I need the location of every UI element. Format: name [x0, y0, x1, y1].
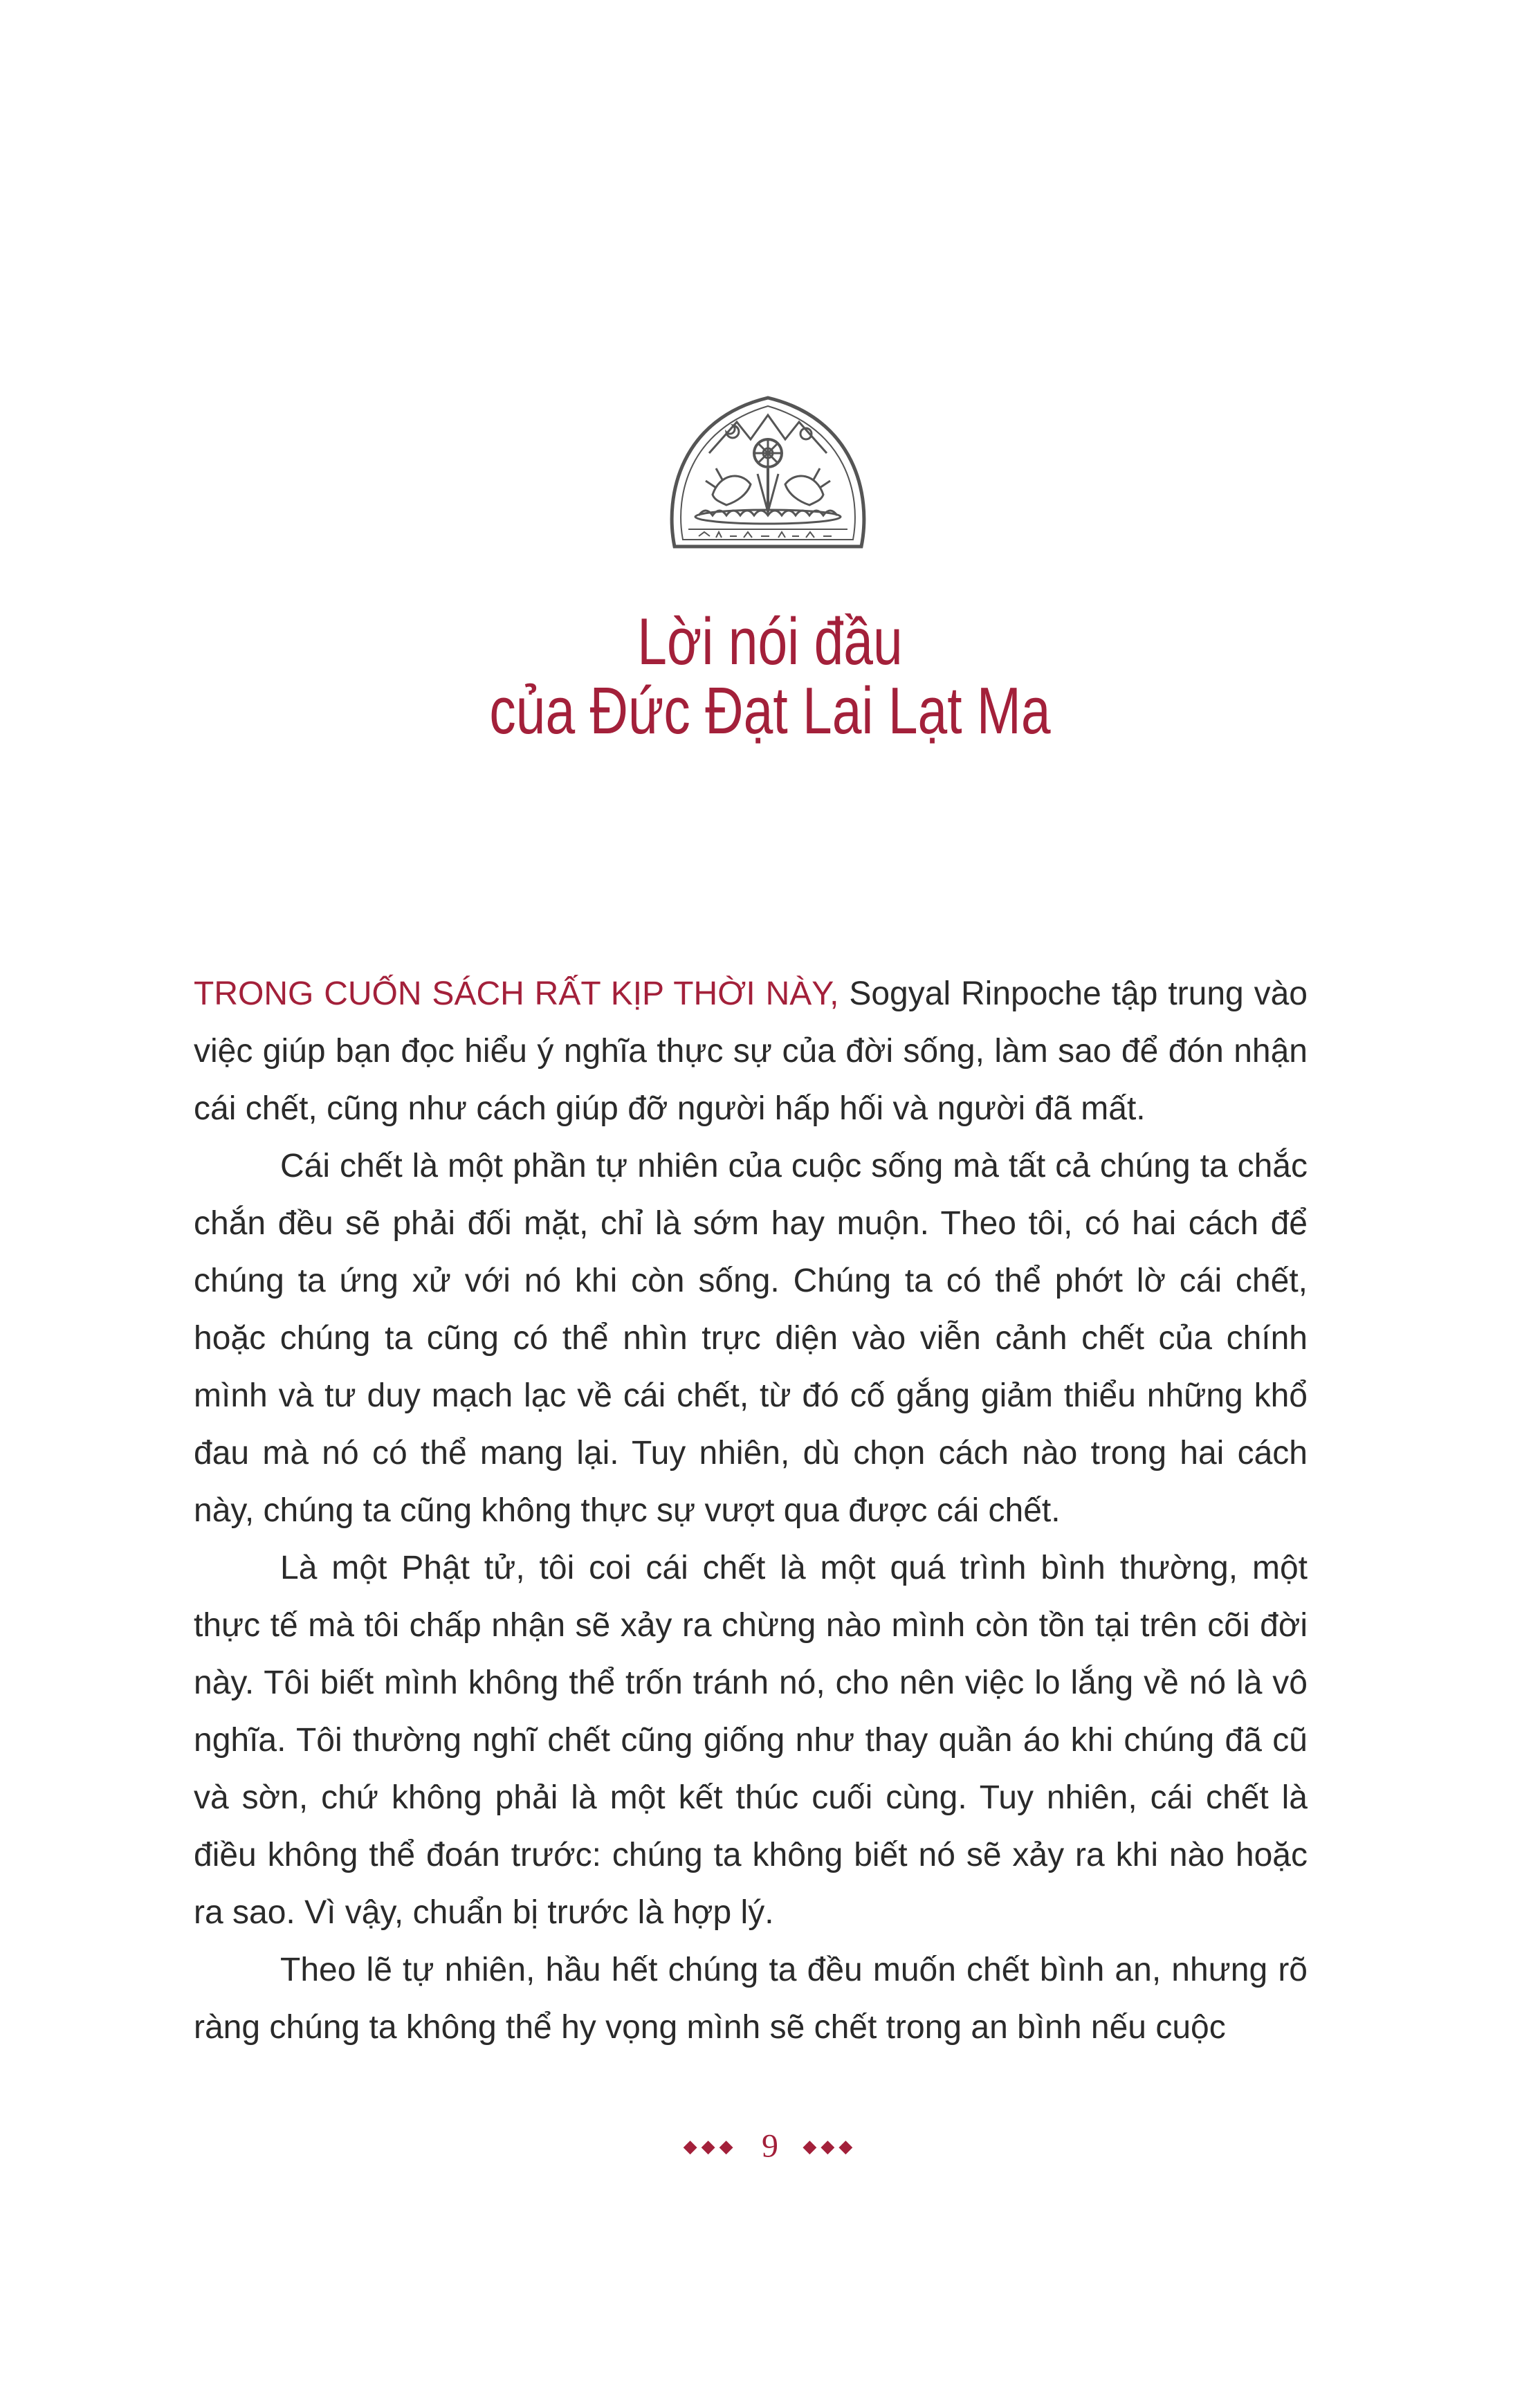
chapter-title-line-1: Lời nói đầu [637, 605, 903, 679]
paragraph-2: Cái chết là một phần tự nhiên của cuộc sống mà tất cả chúng ta chắc chắn đều sẽ phải đối mặt, chỉ là sớm hay muộn. Theo tôi, có hai cách để chúng ta ứng xử với nó khi còn sống. Chúng ta có thể phớt lờ cái chết, hoặc chúng ta cũng có thể nhìn trực diện vào viễn cảnh chết của chính mình và tư duy mạch lạc về cái chết, từ đó cố gắng giảm thiểu những khổ đau mà nó có thể mang lại. Tuy nhiên, dù chọn cách nào trong hai cách này, chúng ta cũng không thực sự vượt qua được cái chết. [194, 1148, 1308, 1529]
page-number: 9 [762, 2127, 778, 2165]
paragraph-3: Là một Phật tử, tôi coi cái chết là một quá trình bình thường, một thực tế mà tôi chấp nhận sẽ xảy ra chừng nào mình còn tồn tại trên cõi đời này. Tôi biết mình không thể trốn tránh nó, cho nên việc lo lắng về nó là vô nghĩa. Tôi thường nghĩ chết cũng giống như thay quần áo khi chúng đã cũ và sờn, chứ không phải là một kết thúc cuối cùng. Tuy nhiên, cái chết là điều không thể đoán trước: chúng ta không biết nó sẽ xảy ra khi nào hoặc ra sao. Vì vậy, chuẩn bị trước là hợp lý. [194, 1550, 1308, 1931]
chapter-title-line-2: của Đức Đạt Lai Lạt Ma [489, 674, 1051, 748]
paragraph-1 [194, 965, 1308, 1137]
page-folio [0, 2124, 1540, 2167]
right-diamond-ornament-icon: ◆◆◆ [803, 2136, 857, 2157]
chapter-body [194, 965, 1308, 2056]
lead-in-text: TRONG CUỐN SÁCH RẤT KỊP THỜI NÀY, [194, 975, 839, 1012]
left-diamond-ornament-icon: ◆◆◆ [683, 2136, 737, 2157]
tibetan-seal-icon [661, 391, 875, 560]
paragraph-1-text: Sogyal Rinpoche tập trung vào việc giúp bạn đọc hiểu ý nghĩa thực sự của đời sống, làm sao để đón nhận cái chết, cũng như cách giúp đỡ người hấp hối và người đã mất. [194, 975, 1308, 1127]
paragraph-4: Theo lẽ tự nhiên, hầu hết chúng ta đều muốn chết bình an, nhưng rõ ràng chúng ta không thể hy vọng mình sẽ chết trong an bình nếu cuộc [194, 1952, 1308, 2046]
